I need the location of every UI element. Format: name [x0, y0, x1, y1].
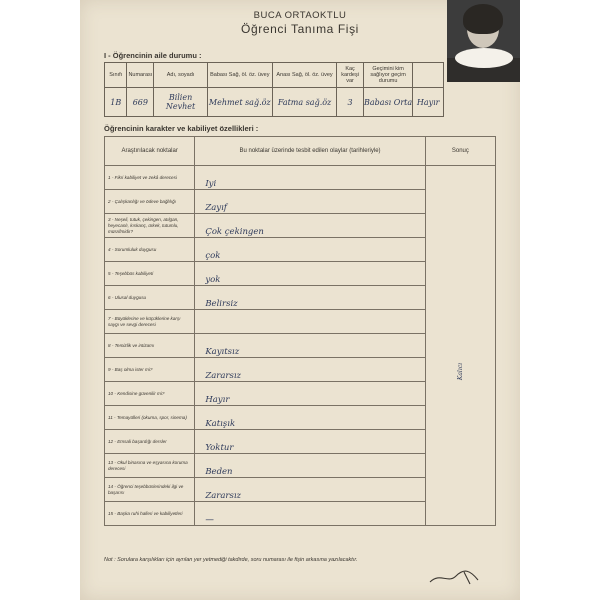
- trait-question: 13 - Okul binasına ve eşyasına koruma derecesi: [105, 454, 195, 478]
- trait-question: 2 - Çalışkanlığı ve ödeve bağlılığı: [105, 190, 195, 214]
- trait-answer: Iyi: [195, 166, 425, 190]
- trait-answer: Çok çekingen: [195, 214, 425, 238]
- school-name: BUCA ORTAOKTLU: [253, 10, 347, 21]
- trait-answer: —: [195, 502, 425, 526]
- cell-numara: 669: [127, 88, 154, 117]
- trait-question: 12 - Emsali başardığı dersler: [105, 430, 195, 454]
- trait-question: 11 - Temayülleri (okuma, spor, sinema): [105, 406, 195, 430]
- trait-answer: çok: [195, 238, 425, 262]
- footer-note: Not : Sorulara karşılıkları için ayrılan yer yetmediği takdirde, soru numarası ile fişin arkasına yazılacaktır.: [104, 557, 358, 563]
- trait-answer: Zararsız: [195, 358, 425, 382]
- trait-question: 1 - Fikri kabiliyet ve zekâ derecesi: [105, 166, 195, 190]
- cell-gecim: Babası Orta: [363, 88, 413, 117]
- trait-answer: yok: [195, 262, 425, 286]
- traits-section-heading: Öğrencinin karakter ve kabiliyet özellikleri :: [104, 124, 259, 133]
- trait-answer: Belirsiz: [195, 286, 425, 310]
- trait-question: 4 - Sorumluluk duygusu: [105, 238, 195, 262]
- cell-baba: Mehmet sağ.öz: [207, 88, 272, 117]
- trait-row: [105, 166, 496, 190]
- trait-question: 5 - Teşebbüs kabiliyeti: [105, 262, 195, 286]
- trait-question: 6 - Ulusal duygusu: [105, 286, 195, 310]
- trait-result-text: Kalıcı: [456, 362, 464, 381]
- cell-kardes: 3: [337, 88, 363, 117]
- trait-answer: Zayıf: [195, 190, 425, 214]
- col-kardes: Kaç kardeşi var: [337, 63, 363, 88]
- document-page: [80, 0, 520, 600]
- trait-result: [425, 166, 495, 526]
- col-result: Sonuç: [425, 137, 495, 166]
- trait-answer: Yoktur: [195, 430, 425, 454]
- trait-question: 3 - Neşeli, tutuk, çekingen, atılgan, heyecanlı, kıskanç, ürkek, tutumlu, müsrifmidir?: [105, 214, 195, 238]
- trait-question: 9 - Baş olma ister mi?: [105, 358, 195, 382]
- trait-question: 10 - Kendisine güvenilir mi?: [105, 382, 195, 406]
- trait-answer: Katışık: [195, 406, 425, 430]
- cell-extra: Hayır: [413, 88, 444, 117]
- student-photo: [447, 0, 520, 82]
- trait-question: 14 - Öğrenci teşebbüslerindeki ilgi ve başarısı: [105, 478, 195, 502]
- col-ad: Adı, soyadı: [154, 63, 207, 88]
- cell-ana: Fatma sağ.öz: [272, 88, 337, 117]
- col-ana: Anası Sağ, öl. öz. üvey: [272, 63, 337, 88]
- trait-answer: Beden: [195, 454, 425, 478]
- family-section-heading: I - Öğrencinin aile durumu :: [104, 51, 202, 60]
- col-baba: Babası Sağ, öl. öz. üvey: [207, 63, 272, 88]
- trait-answer: [195, 310, 425, 334]
- col-numara: Numarası: [127, 63, 154, 88]
- cell-sinifi: 1B: [105, 88, 127, 117]
- col-gecim: Geçimini kim sağlıyor geçim durumu: [363, 63, 413, 88]
- traits-table: [104, 136, 496, 526]
- trait-answer: Hayır: [195, 382, 425, 406]
- trait-answer: Kayıtsız: [195, 334, 425, 358]
- col-extra: [413, 63, 444, 88]
- cell-ad: Bilien Nevhet: [154, 88, 207, 117]
- trait-question: 15 - Başka ruhi halleri ve kabiliyetleri: [105, 502, 195, 526]
- signature-mark: [426, 568, 486, 586]
- trait-question: 8 - Temizlik ve intizamı: [105, 334, 195, 358]
- family-table: [104, 62, 444, 117]
- form-title: Öğrenci Tanıma Fişi: [241, 22, 359, 36]
- trait-answer: Zararsız: [195, 478, 425, 502]
- col-points: Araştırılacak noktalar: [105, 137, 195, 166]
- trait-question: 7 - Büyüklerine ve küçüklerine karşı saygı ve sevgi derecesi: [105, 310, 195, 334]
- col-sinifi: Sınıfı: [105, 63, 127, 88]
- col-observed: Bu noktalar üzerinde tesbit edilen olaylar (tarihleriyle): [195, 137, 425, 166]
